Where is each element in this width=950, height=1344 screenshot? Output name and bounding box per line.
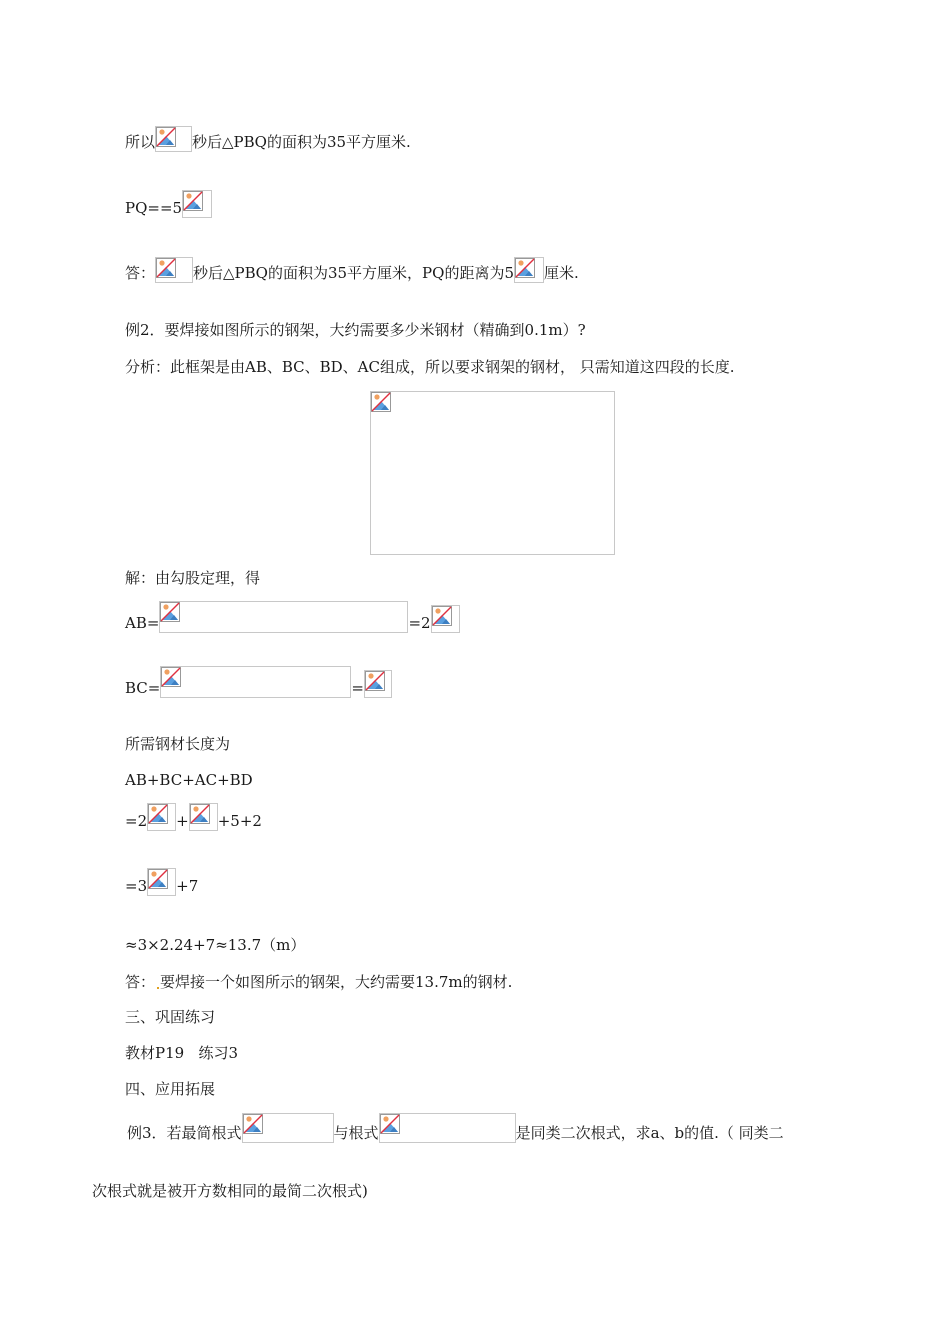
text-segment: AB+BC+AC+BD (125, 771, 253, 789)
text-segment: +5+2 (217, 812, 262, 830)
example-heading (125, 320, 586, 340)
text-segment: 教材P19 练习3 (125, 1044, 239, 1062)
formula-image (155, 126, 192, 152)
text-line (125, 257, 579, 283)
steel-frame-figure (370, 391, 615, 555)
formula-image (379, 1113, 516, 1143)
equation-line (125, 666, 392, 698)
broken-image-icon (148, 869, 168, 889)
text-segment: =2 (125, 812, 148, 830)
broken-image-icon (148, 804, 168, 824)
text-segment: 次根式就是被开方数相同的最简二次根式) (92, 1182, 368, 1200)
broken-image-icon (161, 667, 181, 687)
text-segment: 秒后△PBQ的面积为35平方厘米. (192, 133, 411, 151)
text-segment: 例3．若最简根式 (127, 1124, 242, 1142)
broken-image-icon (371, 392, 391, 412)
formula-image (242, 1113, 334, 1143)
formula-image (189, 803, 218, 831)
formula-image (159, 601, 408, 633)
broken-image-icon (515, 258, 535, 278)
equation-line (125, 868, 198, 896)
broken-image-icon (432, 606, 452, 626)
text-segment: 是同类二次根式，求a、b的值.（ 同类二 (515, 1124, 784, 1142)
example-heading (127, 1113, 784, 1143)
text-segment: AB= (125, 614, 160, 632)
text-segment: +7 (176, 877, 199, 895)
formula-image (147, 868, 176, 896)
text-segment: =3 (125, 877, 148, 895)
text-line (125, 1043, 238, 1063)
text-segment: 四、应用拓展 (125, 1080, 216, 1098)
formula-image (155, 257, 193, 283)
formula-image (160, 666, 351, 698)
formula-image (514, 257, 544, 283)
text-segment: ≈3×2.24+7≈13.7（m） (125, 936, 306, 954)
section-heading (125, 1079, 215, 1099)
formula-image (147, 803, 176, 831)
formula-image (182, 190, 212, 218)
text-segment: 要焊接一个如图所示的钢架，大约需要13.7m的钢材. (160, 973, 513, 991)
equation-line (125, 601, 460, 633)
solution-text (125, 568, 260, 588)
tiny-image-mark (157, 987, 159, 989)
broken-image-icon (156, 127, 176, 147)
broken-image-icon (380, 1114, 400, 1134)
text-line (125, 190, 212, 218)
formula-image (431, 605, 460, 633)
text-segment: 答： (125, 264, 156, 282)
text-line (125, 126, 411, 152)
equation-line (125, 803, 262, 831)
text-line (92, 1181, 368, 1201)
text-line (125, 770, 253, 790)
formula-image (364, 670, 392, 698)
text-segment: = (351, 679, 364, 697)
text-segment: 答： (125, 973, 156, 991)
text-segment: BC= (125, 679, 161, 697)
broken-image-icon (365, 671, 385, 691)
answer-text (125, 972, 512, 992)
broken-image-icon (156, 258, 176, 278)
broken-image-icon (190, 804, 210, 824)
text-segment: 例2．要焊接如图所示的钢架，大约需要多少米钢材（精确到0.1m）? (125, 321, 586, 339)
text-segment: + (176, 812, 189, 830)
text-line (125, 935, 305, 955)
text-segment: 秒后△PBQ的面积为35平方厘米，PQ的距离为5 (193, 264, 514, 282)
text-line (125, 734, 230, 754)
broken-image-icon (183, 191, 203, 211)
text-segment: 所需钢材长度为 (125, 735, 231, 753)
text-segment: 与根式 (333, 1124, 379, 1142)
analysis-text (125, 357, 735, 377)
text-segment: 厘米. (544, 264, 579, 282)
text-segment: =2 (408, 614, 431, 632)
text-segment: 解：由勾股定理，得 (125, 569, 261, 587)
broken-image-icon (160, 602, 180, 622)
broken-image-icon (243, 1114, 263, 1134)
text-segment: 三、巩固练习 (125, 1008, 216, 1026)
text-segment: PQ==5 (125, 199, 183, 217)
text-segment: 分析：此框架是由AB、BC、BD、AC组成，所以要求钢架的钢材， 只需知道这四段的长度. (125, 358, 735, 376)
text-segment: 所以 (125, 133, 156, 151)
section-heading (125, 1007, 215, 1027)
